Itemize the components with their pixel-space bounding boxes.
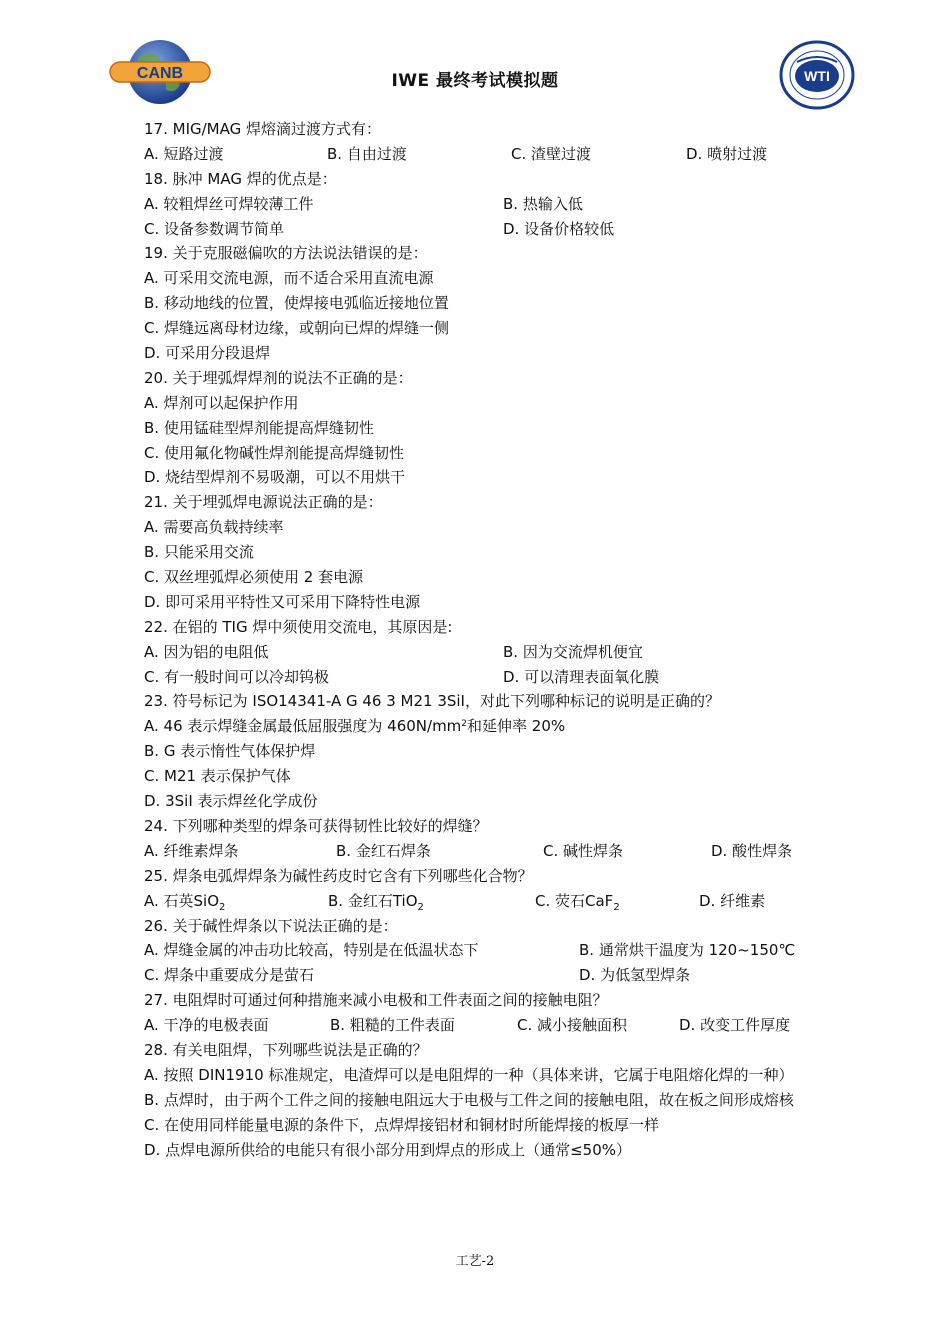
- option-c: C. 渣壁过渡: [511, 144, 592, 163]
- question-list: [144, 117, 814, 1162]
- option-a: A. 焊缝金属的冲击功比较高，特别是在低温状态下: [144, 941, 479, 960]
- option-b: B. 移动地线的位置，使焊接电弧临近接地位置: [144, 294, 449, 313]
- question-stem: 19. 关于克服磁偏吹的方法说法错误的是：: [144, 244, 428, 263]
- question-stem: 22. 在铝的 TIG 焊中须使用交流电，其原因是:: [144, 617, 453, 636]
- option-c: C. 双丝埋弧焊必须使用 2 套电源: [144, 568, 364, 587]
- svg-text:WTI: WTI: [804, 68, 830, 84]
- option-b: B. 只能采用交流: [144, 543, 254, 562]
- option-b: B. 点焊时，由于两个工件之间的接触电阻远大于电极与工件之间的接触电阻，故在板之间形成熔核: [144, 1090, 794, 1109]
- svg-text:CANB: CANB: [136, 65, 184, 82]
- question-stem: 18. 脉冲 MAG 焊的优点是：: [144, 169, 337, 188]
- option-a: A. 短路过渡: [144, 144, 224, 163]
- question-stem: 23. 符号标记为 ISO14341-A G 46 3 M21 3SiI，对此下列哪种标记的说明是正确的？: [144, 692, 720, 711]
- option-b: B. 自由过渡: [327, 144, 407, 163]
- question-stem: 26. 关于碱性焊条以下说法正确的是：: [144, 916, 398, 935]
- option-a: A. 石英SiO$_2$: [144, 891, 226, 913]
- option-c: C. 设备参数调节简单: [144, 219, 285, 238]
- page-header: [0, 0, 950, 115]
- option-a: A. 可采用交流电源，而不适合采用直流电源: [144, 269, 434, 288]
- option-c: C. 碱性焊条: [543, 841, 624, 860]
- option-b: B. 使用锰硅型焊剂能提高焊缝韧性: [144, 418, 374, 437]
- option-a: A. 干净的电极表面: [144, 1016, 269, 1035]
- page-title: IWE 最终考试模拟题: [391, 71, 559, 91]
- question-stem: 24. 下列哪种类型的焊条可获得韧性比较好的焊缝？: [144, 816, 488, 835]
- option-c: C. 使用氟化物碱性焊剂能提高焊缝韧性: [144, 443, 405, 462]
- option-d: D. 即可采用平特性又可采用下降特性电源: [144, 592, 421, 611]
- question-stem: 25. 焊条电弧焊焊条为碱性药皮时它含有下列哪些化合物？: [144, 866, 533, 885]
- option-c: C. 在使用同样能量电源的条件下，点焊焊接铝材和铜材时所能焊接的板厚一样: [144, 1115, 660, 1134]
- option-a: A. 纤维素焊条: [144, 841, 239, 860]
- option-row: [144, 839, 814, 864]
- option-b: B. 热输入低: [503, 194, 583, 213]
- option-c: C. M21 表示保护气体: [144, 767, 291, 786]
- option-b: B. 因为交流焊机便宜: [503, 642, 643, 661]
- page-number: 工艺-2: [455, 1254, 495, 1269]
- option-b: B. 通常烘干温度为 120~150℃: [579, 941, 796, 960]
- option-row: [144, 665, 814, 690]
- question-stem: 17. MIG/MAG 焊熔滴过渡方式有：: [144, 120, 381, 138]
- option-d: D. 设备价格较低: [503, 219, 615, 238]
- option-row: [144, 1013, 814, 1038]
- option-a: A. 焊剂可以起保护作用: [144, 393, 299, 412]
- option-c: C. 焊条中重要成分是萤石: [144, 966, 315, 985]
- option-d: D. 酸性焊条: [711, 841, 793, 860]
- option-b: B. G 表示惰性气体保护焊: [144, 742, 316, 761]
- question-stem: 20. 关于埋弧焊焊剂的说法不正确的是：: [144, 368, 413, 387]
- wti-logo: [777, 40, 857, 110]
- option-d: D. 喷射过渡: [686, 144, 768, 163]
- option-b: B. 金红石焊条: [336, 841, 431, 860]
- option-c: C. 减小接触面积: [517, 1016, 628, 1035]
- option-row: [144, 963, 814, 988]
- option-b: B. 金红石TiO$_2$: [328, 891, 424, 913]
- question-stem: 21. 关于埋弧焊电源说法正确的是：: [144, 493, 383, 512]
- option-d: D. 可采用分段退焊: [144, 344, 271, 363]
- option-c: C. 荧石CaF$_2$: [535, 891, 620, 913]
- option-d: D. 点焊电源所供给的电能只有很小部分用到焊点的形成上（通常≤50%）: [144, 1140, 631, 1159]
- option-a: A. 46 表示焊缝金属最低屈服强度为 $460N/mm^2$和延伸率 20%: [144, 717, 566, 736]
- option-d: D. 烧结型焊剂不易吸潮，可以不用烘干: [144, 468, 406, 487]
- option-row: [144, 142, 814, 167]
- option-row: [144, 938, 814, 963]
- option-row: [144, 640, 814, 665]
- option-c: C. 有一般时间可以冷却钨极: [144, 667, 330, 686]
- option-d: D. 可以清理表面氧化膜: [503, 667, 660, 686]
- option-row: [144, 889, 814, 914]
- option-a: A. 按照 DIN1910 标准规定，电渣焊可以是电阻焊的一种（具体来讲，它属于电阻熔化焊的一种）: [144, 1065, 794, 1084]
- option-a: A. 需要高负载持续率: [144, 518, 284, 537]
- option-a: A. 较粗焊丝可焊较薄工件: [144, 194, 314, 213]
- option-a: A. 因为铝的电阻低: [144, 642, 269, 661]
- option-c: C. 焊缝远离母材边缘，或朝向已焊的焊缝一侧: [144, 319, 450, 338]
- option-d: D. 为低氢型焊条: [579, 966, 691, 985]
- question-stem: 28. 有关电阻焊，下列哪些说法是正确的？: [144, 1040, 428, 1059]
- option-d: D. 改变工件厚度: [679, 1016, 791, 1035]
- question-stem: 27. 电阻焊时可通过何种措施来减小电极和工件表面之间的接触电阻？: [144, 991, 608, 1010]
- option-d: D. 纤维素: [699, 891, 766, 910]
- option-d: D. 3SiI 表示焊丝化学成份: [144, 792, 318, 811]
- option-b: B. 粗糙的工件表面: [330, 1016, 455, 1035]
- option-row: [144, 192, 814, 217]
- option-row: [144, 217, 814, 242]
